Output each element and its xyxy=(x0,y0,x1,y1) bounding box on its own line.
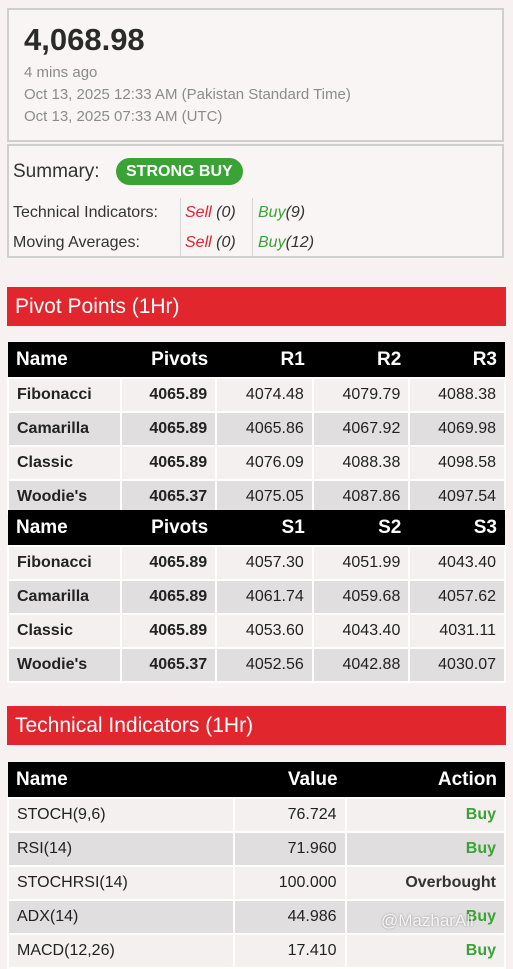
current-price: 4,068.98 xyxy=(24,22,145,57)
table-row xyxy=(8,832,505,866)
pivot-table-resistance xyxy=(7,342,506,515)
indicator-value: 100.000 xyxy=(234,866,346,900)
table-row xyxy=(8,378,505,412)
table-row xyxy=(8,798,505,832)
summary-panel xyxy=(7,144,504,258)
r1-value: 4074.48 xyxy=(216,378,313,412)
pivot-value: 4065.37 xyxy=(121,648,217,682)
col-header-r2: R2 xyxy=(313,342,410,378)
buy-label[interactable]: Buy xyxy=(258,234,286,251)
s2-value: 4059.68 xyxy=(313,580,410,614)
r3-value: 4098.58 xyxy=(409,446,505,480)
r1-value: 4076.09 xyxy=(216,446,313,480)
indicator-name: ADX(14) xyxy=(8,900,234,934)
r1-value: 4065.86 xyxy=(216,412,313,446)
col-header-r3: R3 xyxy=(409,342,505,378)
col-header-pivots: Pivots xyxy=(121,342,217,378)
technical-indicators-table xyxy=(7,762,506,969)
r3-value: 4069.98 xyxy=(409,412,505,446)
pivot-points-header: Pivot Points (1Hr) xyxy=(7,287,506,326)
r2-value: 4087.86 xyxy=(313,480,410,514)
r1-value: 4075.05 xyxy=(216,480,313,514)
s2-value: 4043.40 xyxy=(313,614,410,648)
col-header-name: Name xyxy=(8,510,121,546)
sell-label[interactable]: Sell xyxy=(185,234,212,251)
divider xyxy=(252,198,253,256)
table-row xyxy=(8,546,505,580)
indicator-action: Overbought xyxy=(346,866,505,900)
table-row xyxy=(8,934,505,968)
method-name: Woodie's xyxy=(8,648,121,682)
buy-count-cell xyxy=(258,204,305,222)
buy-label[interactable]: Buy xyxy=(258,204,286,221)
indicator-action: Buy xyxy=(346,832,505,866)
indicator-action: Buy xyxy=(346,798,505,832)
s3-value: 4030.07 xyxy=(409,648,505,682)
r3-value: 4088.38 xyxy=(409,378,505,412)
pivot-value: 4065.89 xyxy=(121,412,217,446)
method-name: Camarilla xyxy=(8,412,121,446)
table-row xyxy=(8,412,505,446)
col-header-s2: S2 xyxy=(313,510,410,546)
row-label: Technical Indicators: xyxy=(13,204,158,221)
table-row xyxy=(8,580,505,614)
sell-count-cell xyxy=(185,234,236,252)
sell-label[interactable]: Sell xyxy=(185,204,212,221)
pivot-table-support xyxy=(7,510,506,683)
indicator-name: STOCHRSI(14) xyxy=(8,866,234,900)
method-name: Camarilla xyxy=(8,580,121,614)
method-name: Fibonacci xyxy=(8,378,121,412)
local-timestamp: Oct 13, 2025 12:33 AM (Pakistan Standard Time) xyxy=(24,86,351,103)
method-name: Classic xyxy=(8,614,121,648)
indicator-value: 71.960 xyxy=(234,832,346,866)
col-header-s1: S1 xyxy=(216,510,313,546)
col-header-name: Name xyxy=(8,762,234,798)
table-row xyxy=(8,648,505,682)
col-header-s3: S3 xyxy=(409,510,505,546)
table-row xyxy=(8,866,505,900)
watermark: @MazharAli xyxy=(381,911,474,930)
pivot-value: 4065.37 xyxy=(121,480,217,514)
r3-value: 4097.54 xyxy=(409,480,505,514)
row-label: Moving Averages: xyxy=(13,234,140,251)
technical-indicators-row xyxy=(13,204,158,222)
pivot-value: 4065.89 xyxy=(121,446,217,480)
col-header-r1: R1 xyxy=(216,342,313,378)
indicator-name: MACD(12,26) xyxy=(8,934,234,968)
col-header-value: Value xyxy=(234,762,346,798)
s2-value: 4042.88 xyxy=(313,648,410,682)
indicator-name: RSI(14) xyxy=(8,832,234,866)
s3-value: 4043.40 xyxy=(409,546,505,580)
col-header-pivots: Pivots xyxy=(121,510,217,546)
buy-count-cell xyxy=(258,234,314,252)
summary-badge: STRONG BUY xyxy=(116,158,243,185)
indicator-value: 17.410 xyxy=(234,934,346,968)
summary-label: Summary: xyxy=(13,161,100,182)
technical-indicators-header: Technical Indicators (1Hr) xyxy=(7,706,506,745)
r2-value: 4067.92 xyxy=(313,412,410,446)
s1-value: 4057.30 xyxy=(216,546,313,580)
table-row xyxy=(8,614,505,648)
price-panel xyxy=(7,8,504,142)
updated-ago: 4 mins ago xyxy=(24,64,98,81)
method-name: Woodie's xyxy=(8,480,121,514)
s2-value: 4051.99 xyxy=(313,546,410,580)
r2-value: 4088.38 xyxy=(313,446,410,480)
table-row xyxy=(8,480,505,514)
s3-value: 4057.62 xyxy=(409,580,505,614)
s1-value: 4053.60 xyxy=(216,614,313,648)
table-row xyxy=(8,446,505,480)
pivot-value: 4065.89 xyxy=(121,614,217,648)
s3-value: 4031.11 xyxy=(409,614,505,648)
moving-averages-row xyxy=(13,234,140,252)
buy-count: (9) xyxy=(285,204,306,221)
indicator-name: STOCH(9,6) xyxy=(8,798,234,832)
sell-count-cell xyxy=(185,204,236,222)
sell-count: (0) xyxy=(216,204,236,221)
buy-count: (12) xyxy=(285,234,315,251)
pivot-value: 4065.89 xyxy=(121,580,217,614)
pivot-value: 4065.89 xyxy=(121,546,217,580)
s1-value: 4052.56 xyxy=(216,648,313,682)
pivot-value: 4065.89 xyxy=(121,378,217,412)
indicator-action: Buy xyxy=(346,934,505,968)
r2-value: 4079.79 xyxy=(313,378,410,412)
indicator-value: 44.986 xyxy=(234,900,346,934)
indicator-action: Buy xyxy=(346,900,505,934)
col-header-name: Name xyxy=(8,342,121,378)
s1-value: 4061.74 xyxy=(216,580,313,614)
method-name: Classic xyxy=(8,446,121,480)
sell-count: (0) xyxy=(216,234,236,251)
col-header-action: Action xyxy=(346,762,505,798)
utc-timestamp: Oct 13, 2025 07:33 AM (UTC) xyxy=(24,108,223,125)
indicator-value: 76.724 xyxy=(234,798,346,832)
method-name: Fibonacci xyxy=(8,546,121,580)
divider xyxy=(180,198,181,256)
